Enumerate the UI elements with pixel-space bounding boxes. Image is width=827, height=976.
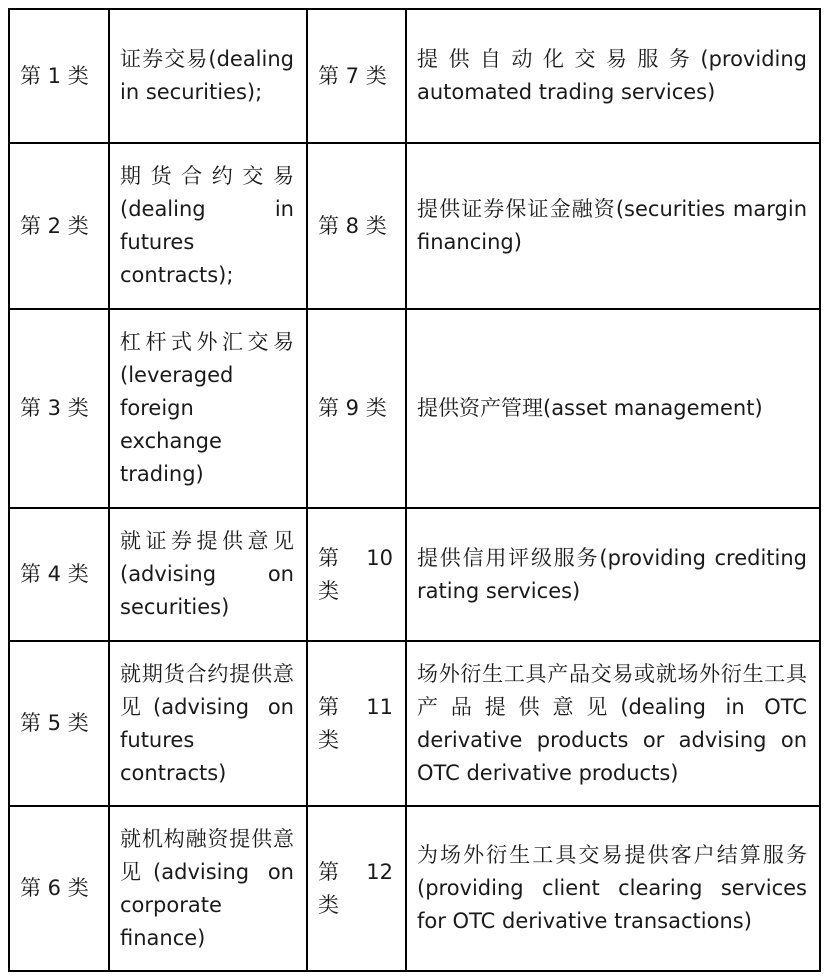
table-row <box>9 309 820 508</box>
type-label: 第 1 类 <box>9 9 109 143</box>
type-label: 第 6 类 <box>9 806 109 971</box>
type-description: 提供资产管理(asset management) <box>406 309 820 508</box>
type-description: 杠杆式外汇交易(leveraged foreign exchange trading) <box>109 309 307 508</box>
table-row <box>9 641 820 806</box>
type-label: 第 3 类 <box>9 309 109 508</box>
type-label: 第 5 类 <box>9 641 109 806</box>
type-description: 就机构融资提供意见(advising on corporate finance) <box>109 806 307 971</box>
type-label: 第 12 类 <box>307 806 406 971</box>
type-description: 提供信用评级服务(providing crediting rating services) <box>406 508 820 641</box>
type-description: 为场外衍生工具交易提供客户结算服务 (providing client clearing services for OTC derivative transactions) <box>406 806 820 971</box>
regulated-activities-table <box>8 8 821 972</box>
table-row <box>9 508 820 641</box>
type-description: 提供证券保证金融资(securities margin financing) <box>406 143 820 309</box>
table-row <box>9 9 820 143</box>
type-description: 就期货合约提供意见(advising on futures contracts) <box>109 641 307 806</box>
type-label: 第 4 类 <box>9 508 109 641</box>
type-description: 证券交易(dealing in securities); <box>109 9 307 143</box>
type-label: 第 7 类 <box>307 9 406 143</box>
type-description: 提供自动化交易服务(providing automated trading services) <box>406 9 820 143</box>
type-label: 第 8 类 <box>307 143 406 309</box>
type-description: 就证券提供意见(advising on securities) <box>109 508 307 641</box>
type-label: 第 9 类 <box>307 309 406 508</box>
table-row <box>9 806 820 971</box>
type-label: 第 2 类 <box>9 143 109 309</box>
table-row <box>9 143 820 309</box>
type-description: 期货合约交易(dealing in futures contracts); <box>109 143 307 309</box>
type-label: 第 11 类 <box>307 641 406 806</box>
type-description: 场外衍生工具产品交易或就场外衍生工具产品提供意见(dealing in OTC derivative products or advising on OTC derivative products) <box>406 641 820 806</box>
type-label: 第 10 类 <box>307 508 406 641</box>
